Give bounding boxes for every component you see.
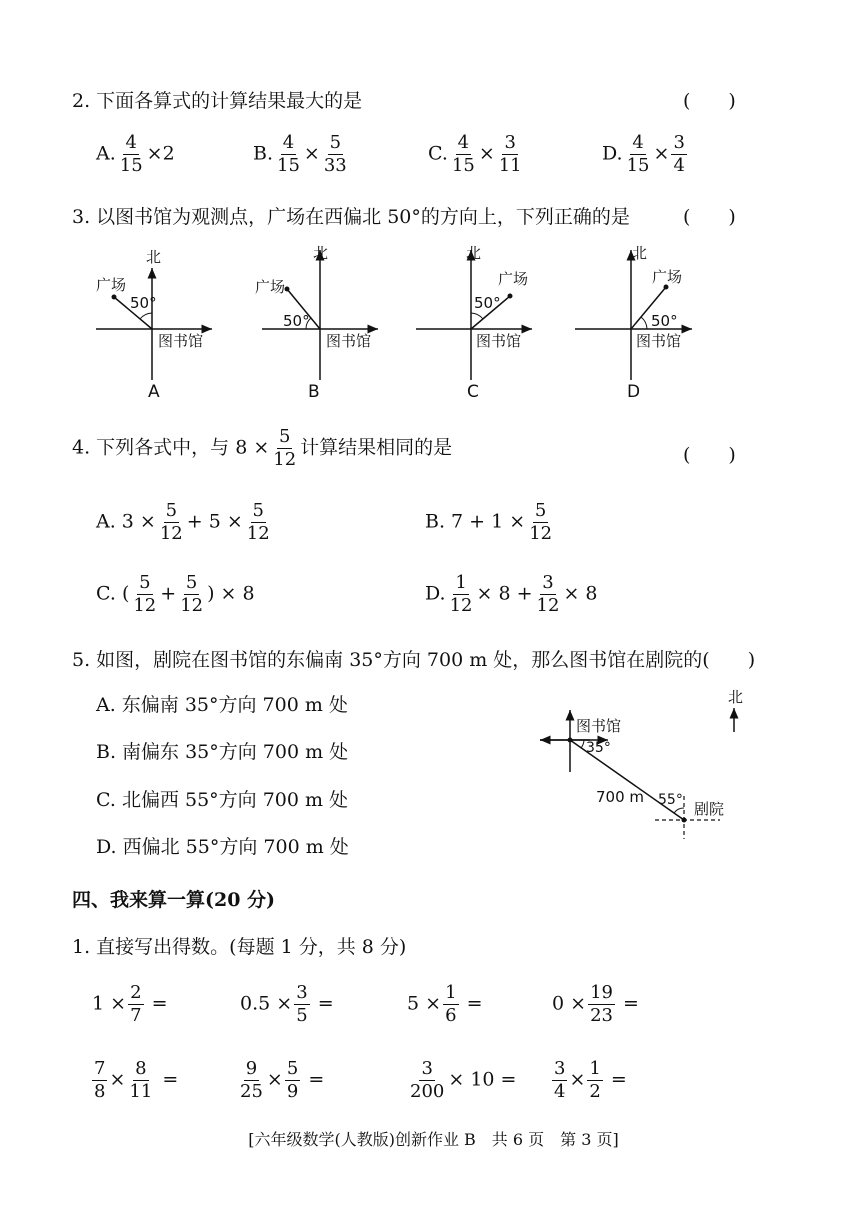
north-label: 北 [146,248,162,266]
q4-stem: 4. 下列各式中，与 8 × $\frac{5}{12}$ 计算结果相同的是 [72,426,453,470]
q4-option-b[interactable]: B. 7 + 1 × $\frac{5}{12}$ [425,500,553,544]
angle-55-label: 55° [658,792,683,808]
q3-diagram-d[interactable] [575,244,692,380]
angle-label: 50° [130,294,157,312]
q5-diagram [530,684,760,844]
calc-item-5[interactable]: $\frac{7}{8}$ × $\frac{8}{11}$ = [94,1058,179,1102]
q3-letter-a: A [148,382,160,402]
calc-item-1[interactable]: 1 × $\frac{2}{7}$ = [92,982,168,1026]
calc-item-6[interactable]: $\frac{9}{25}$ × $\frac{5}{9}$ = [240,1058,325,1102]
square-label: 广场 [652,268,683,286]
q3-diagram-a[interactable] [96,248,212,380]
q5-option-c[interactable]: C. 北偏西 55°方向 700 m 处 [96,789,349,811]
q5-option-b[interactable]: B. 南偏东 35°方向 700 m 处 [96,741,349,763]
q3-stem: 3. 以图书馆为观测点，广场在西偏北 50°的方向上，下列正确的是 [72,206,630,228]
north-label: 北 [313,244,329,262]
q3-diagram-c[interactable] [416,244,532,380]
library-label: 图书馆 [636,332,682,350]
north-label: 北 [466,244,482,262]
q5-option-d[interactable]: D. 西偏北 55°方向 700 m 处 [96,836,349,858]
calc-item-2[interactable]: 0.5 × $\frac{3}{5}$ = [240,982,334,1026]
square-label: 广场 [255,278,286,296]
q3-diagrams [0,240,867,405]
q4-option-d[interactable]: D. $\frac{1}{12}$ × 8 + $\frac{3}{12}$ × 8 [425,572,598,616]
angle-label: 50° [283,312,310,330]
square-label: 广场 [498,270,529,288]
square-label: 广场 [96,276,127,294]
q3-letter-c: C [467,382,479,402]
angle-label: 50° [651,312,678,330]
library-label: 图书馆 [576,717,622,735]
library-label: 图书馆 [326,332,372,350]
q3-letter-b: B [308,382,320,402]
q3-diagram-b[interactable] [255,244,378,380]
q4-option-a[interactable]: A. 3 × $\frac{5}{12}$ + 5 × $\frac{5}{12}$ [96,500,270,544]
calc-item-7[interactable]: $\frac{3}{200}$ × 10 = [410,1058,517,1102]
q5-stem: 5. 如图，剧院在图书馆的东偏南 35°方向 700 m 处，那么图书馆在剧院的( ) [72,649,756,671]
north-label: 北 [632,244,648,262]
q5-option-a[interactable]: A. 东偏南 35°方向 700 m 处 [96,694,348,716]
q3-letter-d: D [627,382,641,402]
theater-label: 剧院 [694,800,725,818]
q2-answer-paren[interactable]: ( ) [683,90,736,112]
section-heading: 四、我来算一算(20 分) [72,889,276,911]
library-label: 图书馆 [158,332,204,350]
q2-option-b[interactable]: B. $\frac{4}{15}$ × $\frac{5}{33}$ [253,132,347,176]
calc-item-3[interactable]: 5 × $\frac{1}{6}$ = [407,982,483,1026]
calc-item-8[interactable]: $\frac{3}{4}$ × $\frac{1}{2}$ = [554,1058,627,1102]
q2-option-a[interactable]: A. $\frac{4}{15}$ ×2 [96,132,175,176]
angle-35-label: 35° [586,740,611,756]
q4-answer-paren[interactable]: ( ) [683,444,736,466]
north-label: 北 [728,688,744,706]
q2-option-d[interactable]: D. $\frac{4}{15}$ × $\frac{3}{4}$ [602,132,685,176]
angle-label: 50° [474,294,501,312]
page-footer: [六年级数学(人教版)创新作业 B 共 6 页 第 3 页] [248,1130,619,1149]
library-label: 图书馆 [476,332,522,350]
q3-answer-paren[interactable]: ( ) [683,206,736,228]
q2-stem: 2. 下面各算式的计算结果最大的是 [72,90,363,112]
distance-label: 700 m [596,788,645,806]
section-subheading: 1. 直接写出得数。(每题 1 分，共 8 分) [72,936,407,958]
q2-option-c[interactable]: C. $\frac{4}{15}$ × $\frac{3}{11}$ [428,132,522,176]
calc-item-4[interactable]: 0 × $\frac{19}{23}$ = [552,982,639,1026]
q4-option-c[interactable]: C. ( $\frac{5}{12}$ + $\frac{5}{12}$ ) × 8 [96,572,255,616]
